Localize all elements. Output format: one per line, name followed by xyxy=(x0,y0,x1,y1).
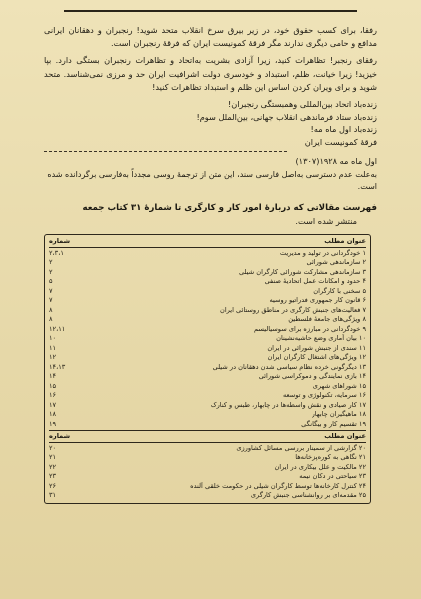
toc-row xyxy=(49,287,366,297)
date-line: اول ماه مه ۱۹۲۸(۱۳۰۷) xyxy=(295,156,377,167)
toc-table xyxy=(44,234,371,504)
toc-row-title: ۱۴ بازی نمایندگی و دموکراسی شورائی xyxy=(258,372,366,381)
toc-subtitle: منتشر شده است. xyxy=(295,216,357,227)
toc-row-issue: ۲۰ xyxy=(49,443,57,452)
toc-header xyxy=(49,237,366,248)
toc-row-title: ۱۵ شوراهای شهری xyxy=(312,381,366,390)
toc-row xyxy=(49,453,366,463)
toc-row-title: ۲۲ مالکیت و علل بیکاری در ایران xyxy=(274,462,366,471)
toc-row xyxy=(49,296,366,306)
toc-row-issue: ۱۲ xyxy=(49,353,57,362)
toc-group-1 xyxy=(49,249,366,430)
toc-row-title: ۱۶ سرمایه، تکنولوژی و توسعه xyxy=(283,391,366,400)
toc-row xyxy=(49,491,366,501)
toc-row-title: ۵ سخنی با کارگران xyxy=(313,286,366,295)
toc-row-title: ۱۷ کار صیادی و نقش واسطه‌ها در چابهار، طبس و کنارک xyxy=(210,400,366,409)
toc-row xyxy=(49,382,366,392)
toc-row xyxy=(49,258,366,268)
toc-row-issue: ۲ xyxy=(49,267,53,276)
toc-row-title: ۱ خودگردانی در تولید و مدیریت xyxy=(279,248,366,257)
paragraph-2: رفقای رنجبر! تظاهرات کنید، زیرا آزادی بشریت به‌اتحاد و تظاهرات رنجبران بستگی دارد. بپا خیزید! زیرا خیانت، ظلم، استبداد و خودسری دولت اشرافیت ایران حد و مرزی نمی‌شناسد. متحد شوید و برای ویران کردن اساس این ظلم و استبداد تظاهرات کنید! xyxy=(44,55,377,92)
toc-row-issue: ۱۵ xyxy=(49,381,57,390)
toc-row-title: ۹ خودگردانی در مبارزه برای سوسیالیسم xyxy=(254,324,366,333)
toc-row-issue: ۲۶ xyxy=(49,481,57,490)
toc-row-title: ۲۳ سیاحتی در دکان نیمه xyxy=(299,472,366,481)
toc-row-issue: ۱۹ xyxy=(49,419,57,428)
toc-row-title: ۱۳ دیگرگونی خرده نظام سیاسی شدن دهقانان در شیلی xyxy=(212,362,366,371)
toc-header-2 xyxy=(49,432,366,443)
toc-row-title: ۱۹ تقسیم کار و بیگانگی xyxy=(301,419,366,428)
toc-row-title: ۲۵ مقدمه‌ای بر روانشناسی جنبش کارگری xyxy=(250,491,366,500)
toc-row-issue: ۱۶ xyxy=(49,391,57,400)
toc-row-title: ۴ حدود و امکانات عمل اتحادیهٔ صنفی xyxy=(264,277,366,286)
toc-row-issue: ۲،۳،۱ xyxy=(49,248,64,257)
toc-row xyxy=(49,391,366,401)
toc-row-title: ۶ قانون کار جمهوری فدراتیو روسیه xyxy=(269,296,366,305)
toc-row-title: ۱۲ ویژگی‌های اشتغال کارگران ایران xyxy=(267,353,366,362)
toc-row-issue: ۷ xyxy=(49,296,53,305)
toc-row xyxy=(49,277,366,287)
slogan-line: زنده‌باد اتحاد بین‌المللی وهمبستگی رنجبران! xyxy=(227,99,377,110)
toc-row xyxy=(49,325,366,335)
toc-row xyxy=(49,306,366,316)
toc-row-title: ۱۸ ماهیگیران چابهار xyxy=(311,410,366,419)
toc-row xyxy=(49,472,366,482)
toc-header-title: عنوان مطلب xyxy=(324,237,366,246)
toc-row-title: ۲۰ گزارشی از سمینار بررسی مسائل کشاورزی xyxy=(236,443,366,452)
toc-divider xyxy=(49,430,366,431)
toc-row-issue: ۳۱ xyxy=(49,491,57,500)
toc-row xyxy=(49,334,366,344)
toc-row xyxy=(49,410,366,420)
toc-row-title: ۲۴ کنترل کارخانه‌ها توسط کارگران شیلی در حکومت خلقی آلنده xyxy=(190,481,366,490)
toc-row-issue: ۱۴،۱۳ xyxy=(49,362,66,371)
toc-row xyxy=(49,363,366,373)
toc-header-issue: شماره xyxy=(49,432,71,441)
toc-row-issue: ۷ xyxy=(49,286,53,295)
toc-row xyxy=(49,420,366,430)
toc-row-issue: ۱۸ xyxy=(49,410,57,419)
toc-row xyxy=(49,249,366,259)
toc-row-issue: ۱۱ xyxy=(49,343,57,352)
toc-row xyxy=(49,372,366,382)
toc-row xyxy=(49,315,366,325)
toc-row-title: ۲۱ نگاهی به کوره‌پزخانه‌ها xyxy=(295,453,366,462)
toc-row-issue: ۱۲،۱۱ xyxy=(49,324,66,333)
toc-row-issue: ۲۱ xyxy=(49,453,57,462)
slogans-block xyxy=(44,98,377,167)
toc-header-issue: شماره xyxy=(49,237,71,246)
toc-row-title: ۱۱ سندی از جنبش شورائی در ایران xyxy=(267,343,366,352)
toc-row-title: ۸ ویژگی‌های جامعهٔ فلسطین xyxy=(288,315,366,324)
toc-row-title: ۳ سازماندهی مشارکت شورائی کارگران شیلی xyxy=(238,267,366,276)
toc-title: فهرست مقالاتی که دربارهٔ امور کار و کارگری تا شمارهٔ ۳۱ کتاب جمعه xyxy=(82,203,377,214)
toc-row-title: ۷ فعالیت‌های جنبش کارگری در مناطق روستائی ایران xyxy=(219,305,366,314)
slogan-line: زنده‌باد ستاد فرماندهی انقلاب جهانی، بین‌الملل سوم! xyxy=(196,111,377,122)
toc-row xyxy=(49,401,366,411)
dashed-divider xyxy=(44,151,287,152)
toc-row-issue: ۸ xyxy=(49,315,53,324)
toc-row-issue: ۱۷ xyxy=(49,400,57,409)
toc-header-title: عنوان مطلب xyxy=(324,432,366,441)
party-name: فرقهٔ کمونیست ایران xyxy=(304,136,377,147)
toc-row-issue: ۵ xyxy=(49,277,53,286)
toc-row-issue: ۲۳ xyxy=(49,472,57,481)
toc-row xyxy=(49,353,366,363)
toc-group-2 xyxy=(49,444,366,501)
toc-row-issue: ۲ xyxy=(49,258,53,267)
toc-row xyxy=(49,344,366,354)
toc-row-issue: ۱۰ xyxy=(49,334,57,343)
toc-row xyxy=(49,463,366,473)
toc-row xyxy=(49,482,366,492)
slogan-line: زنده‌باد اول ماه مه! xyxy=(310,124,377,135)
toc-row-title: ۱۰ بیان آماری وضع حاشیه‌نشینان xyxy=(276,334,366,343)
toc-row-issue: ۲۲ xyxy=(49,462,57,471)
toc-row xyxy=(49,444,366,454)
paragraph-1: رفقا، برای کسب حقوق خود، در زیر بیرق سرخ انقلاب متحد شوید! رنجبران و دهقانان ایرانی مدافع و حامی دیگری ندارند مگر فرقهٔ کمونیست ایران که فرقهٔ رنجبران است. xyxy=(44,25,377,49)
toc-row-issue: ۸ xyxy=(49,305,53,314)
translation-note: به‌علت عدم دسترسی به‌اصل فارسی سند، این متن از ترجمهٔ روسی مجدداً به‌فارسی برگردانده شده است. xyxy=(47,170,377,192)
toc-row xyxy=(49,268,366,278)
top-rule xyxy=(64,10,357,12)
toc-row-title: ۲ سازماندهی شورائی xyxy=(306,258,366,267)
toc-row-issue: ۱۴ xyxy=(49,372,57,381)
